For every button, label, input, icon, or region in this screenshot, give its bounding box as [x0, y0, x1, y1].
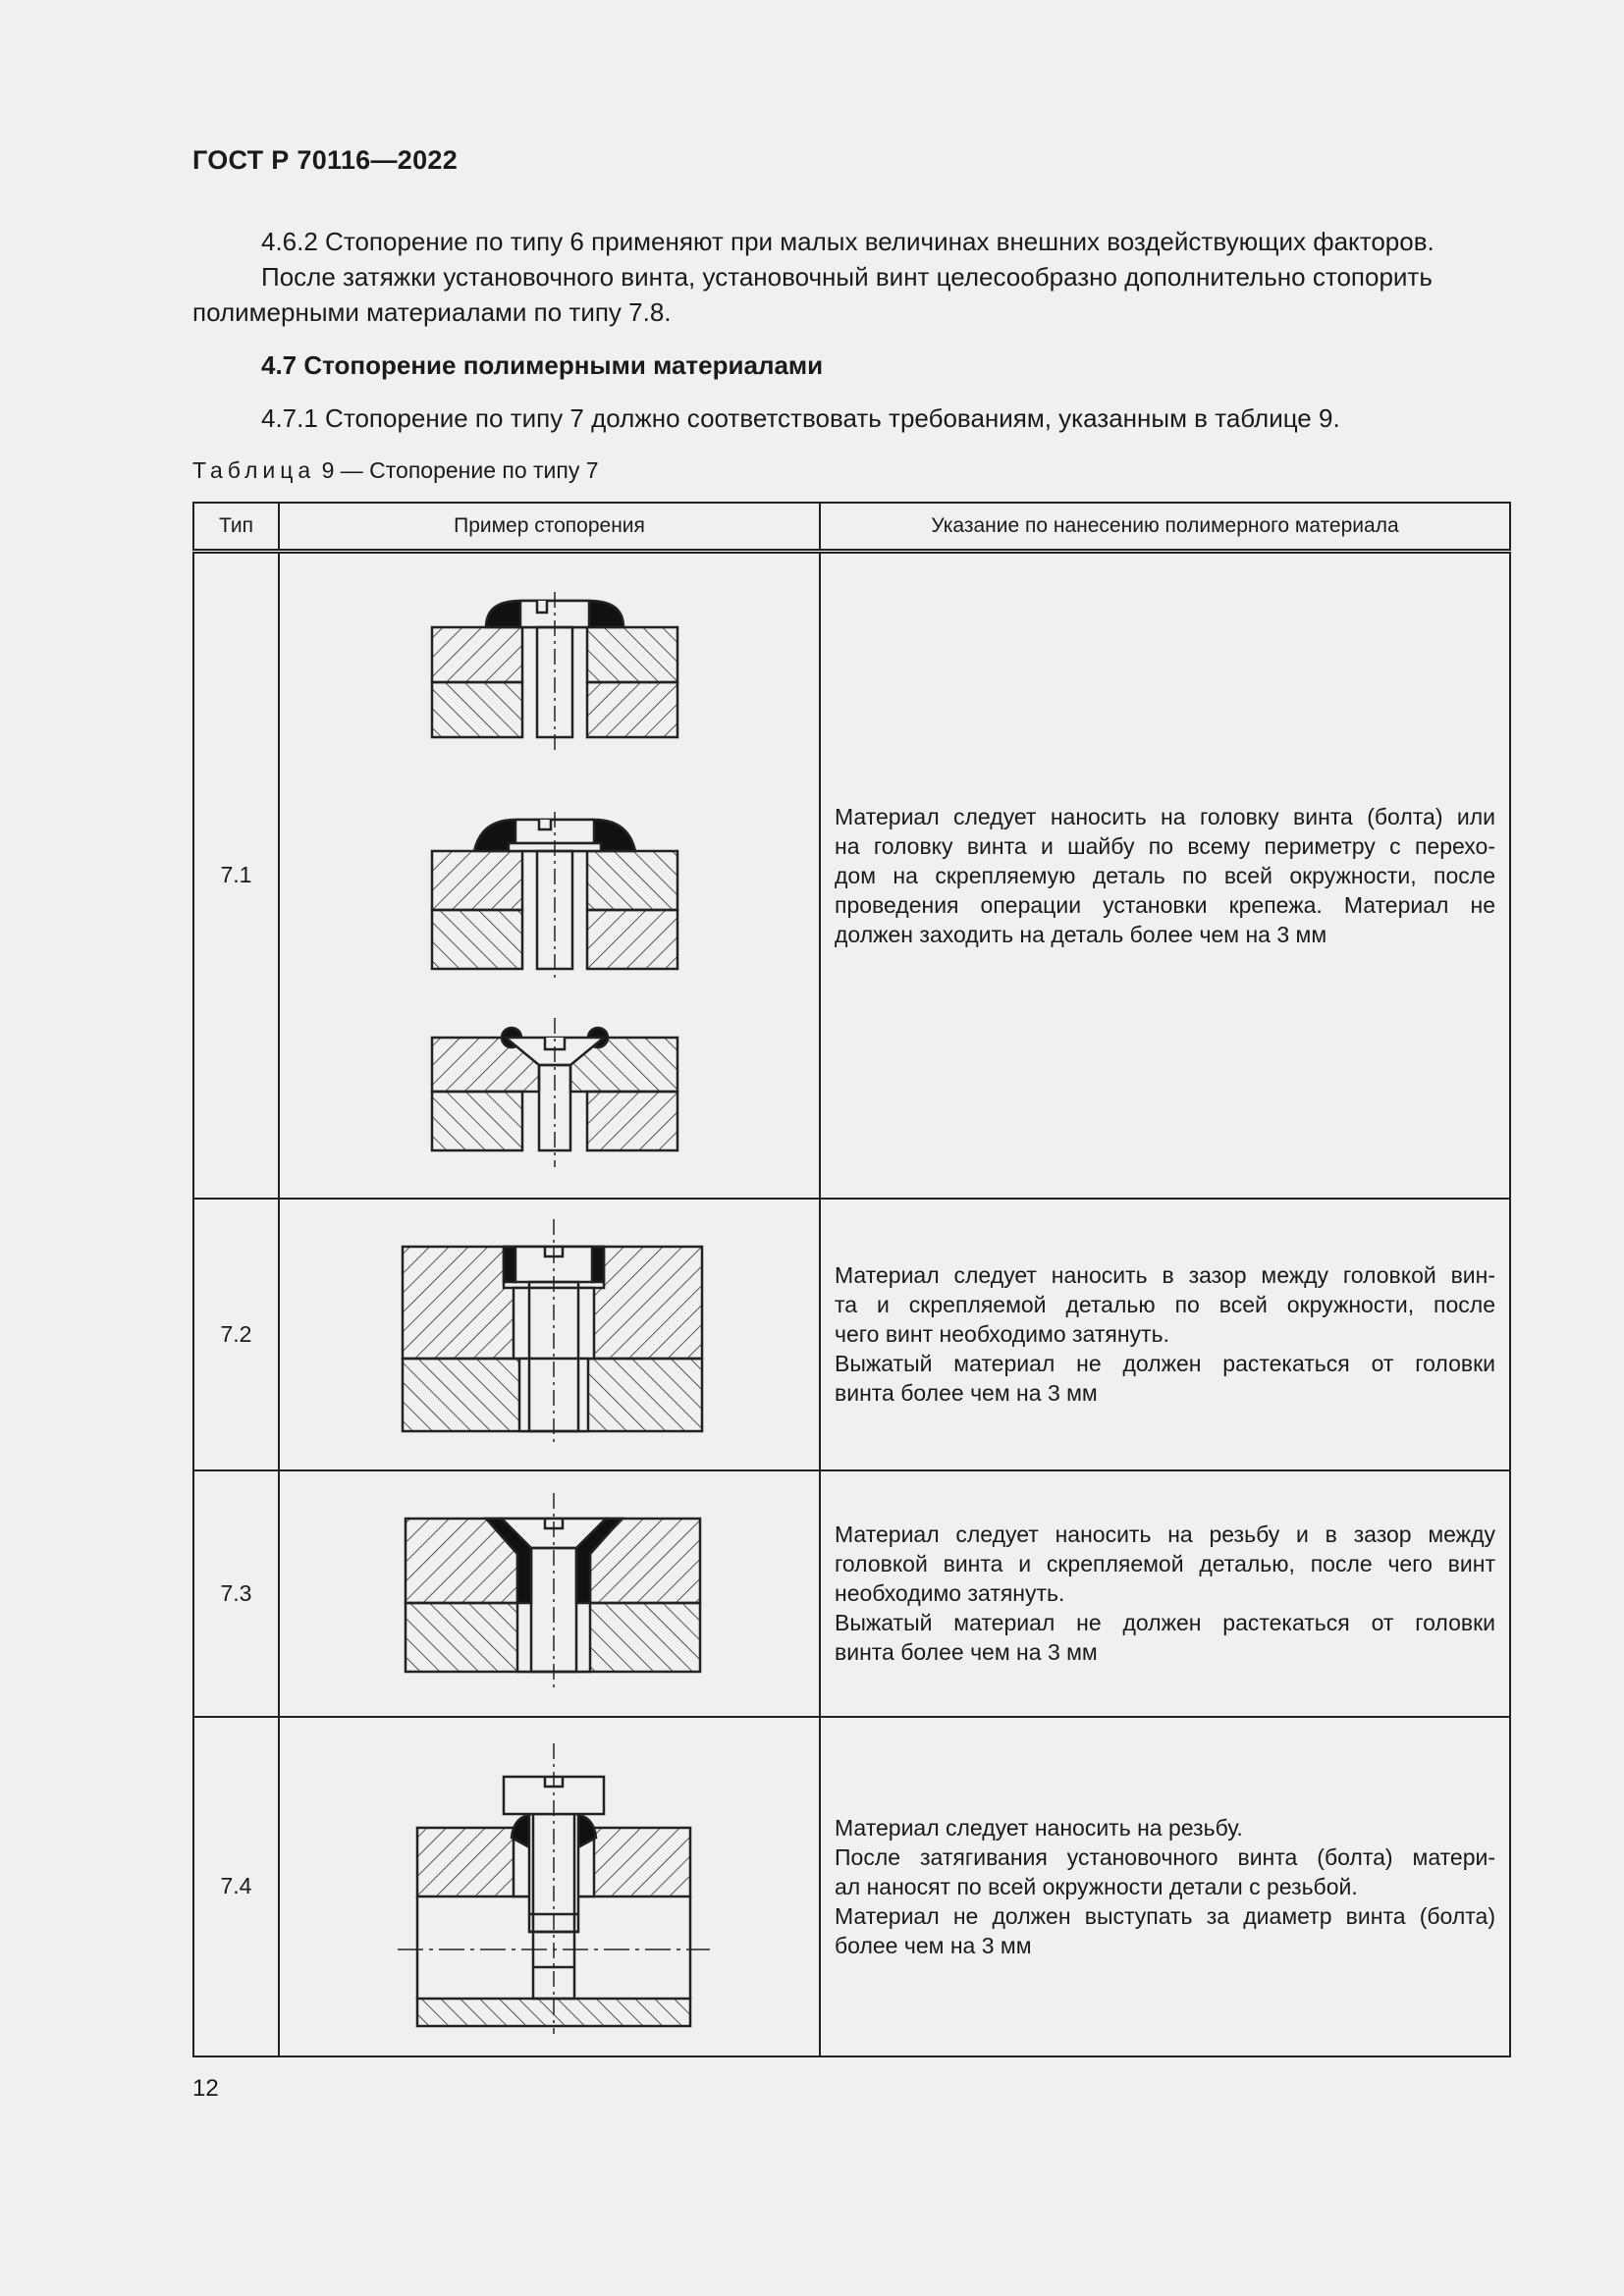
table-row — [193, 1199, 1510, 1470]
locking-7-2-drawing — [280, 1201, 821, 1467]
table-caption-prefix: Таблица — [192, 457, 316, 483]
text-line: Материал следует наносить на резьбу. — [835, 1814, 1243, 1841]
text-line: Материал следует наносить в зазор между головкой вин- — [835, 1262, 1495, 1288]
table-row — [193, 552, 1510, 1199]
section-heading-4-7: 4.7 Стопорение полимерными материалами — [261, 350, 824, 380]
locking-7-4-drawing — [280, 1722, 821, 2052]
table-row — [193, 1717, 1510, 2056]
text-line: винта более чем на 3 мм — [835, 1639, 1098, 1665]
header-type: Тип — [193, 503, 279, 552]
row-type: 7.3 — [193, 1470, 279, 1717]
text-line: ал наносят по всей окружности детали с резьбой. — [835, 1873, 1358, 1899]
text-line: должен заходить на деталь более чем на 3 мм — [835, 921, 1327, 947]
text-line: Материал следует наносить на головку винта (болта) или — [835, 803, 1495, 829]
row-type: 7.1 — [193, 552, 279, 1199]
text-line: та и скрепляемой деталью по всей окружности, после — [835, 1292, 1495, 1317]
paragraph-4-7-1: 4.7.1 Стопорение по типу 7 должно соответствовать требованиям, указанным в таблице 9. — [261, 403, 1340, 433]
text-line: необходимо затянуть. — [835, 1580, 1065, 1606]
table-row — [193, 1470, 1510, 1717]
paragraph-line: 4.6.2 Стопорение по типу 6 применяют при малых величинах внешних воздействующих факторов. — [261, 227, 1435, 256]
row-instruction — [820, 1470, 1510, 1717]
header-instruction: Указание по нанесению полимерного материала — [820, 503, 1510, 552]
text-line: более чем на 3 мм — [835, 1932, 1032, 1958]
page-number: 12 — [192, 2075, 219, 2102]
table-caption-title: 9 — Стопорение по типу 7 — [321, 457, 599, 483]
paragraph-line: полимерными материалами по типу 7.8. — [192, 297, 672, 327]
table-header-row — [193, 503, 1510, 552]
text-line: проведения операции установки крепежа. Материал не — [835, 891, 1495, 918]
row-figure — [279, 1717, 820, 2056]
header-example: Пример стопорения — [279, 503, 820, 552]
text-line: чего винт необходимо затянуть. — [835, 1321, 1169, 1347]
text-line: Выжатый материал не должен растекаться от головки — [835, 1351, 1495, 1376]
locking-7-1-drawing — [280, 557, 821, 1195]
row-instruction — [820, 552, 1510, 1199]
text-line: на головку винта и шайбу по всему периметру с перехо- — [835, 832, 1495, 859]
row-figure — [279, 1199, 820, 1470]
row-figure — [279, 1470, 820, 1717]
text-line: После затягивания установочного винта (болта) матери- — [835, 1843, 1495, 1870]
row-instruction — [820, 1717, 1510, 2056]
row-instruction — [820, 1199, 1510, 1470]
text-line: Материал не должен выступать за диаметр винта (болта) — [835, 1902, 1495, 1929]
row-type: 7.4 — [193, 1717, 279, 2056]
text-line: винта более чем на 3 мм — [835, 1380, 1098, 1406]
paragraph-line: После затяжки установочного винта, установочный винт целесообразно дополнительно стопорить — [261, 262, 1433, 292]
text-line: Выжатый материал не должен растекаться от головки — [835, 1610, 1495, 1635]
paragraph-4-6-2 — [192, 224, 1508, 330]
text-line: дом на скрепляемую деталь по всей окружности, после — [835, 862, 1495, 888]
text-line: головкой винта и скрепляемой деталью, после чего винт — [835, 1551, 1495, 1576]
document-header: ГОСТ Р 70116—2022 — [192, 145, 459, 175]
text-line: Материал следует наносить на резьбу и в зазор между — [835, 1522, 1495, 1547]
row-type: 7.2 — [193, 1199, 279, 1470]
row-figure — [279, 552, 820, 1199]
table-caption — [192, 457, 599, 484]
locking-table-9 — [192, 502, 1511, 2057]
locking-7-3-drawing — [280, 1473, 821, 1713]
